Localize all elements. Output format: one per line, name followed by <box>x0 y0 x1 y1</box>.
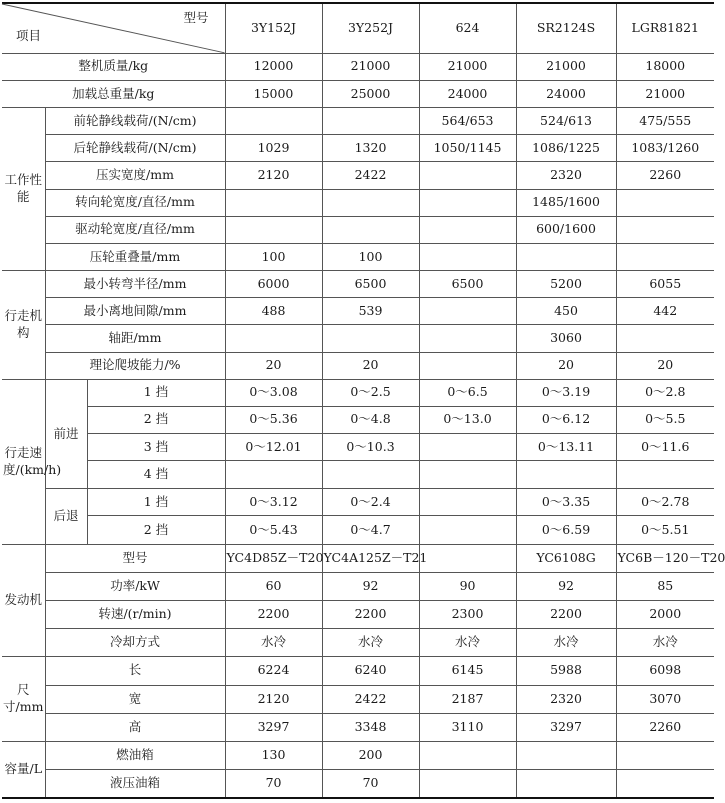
value-cell <box>419 189 516 216</box>
value-cell: 92 <box>516 572 616 600</box>
value-cell: YC6B－120－T20 <box>616 544 714 572</box>
row-label: 前轮静线载荷/(N/cm) <box>45 108 225 135</box>
value-cell: 130 <box>225 741 322 769</box>
table-row <box>2 325 714 352</box>
value-cell: 6055 <box>616 271 714 298</box>
value-cell: 6224 <box>225 657 322 685</box>
table-row <box>2 80 714 107</box>
value-cell: YC4A125Z－T21 <box>322 544 419 572</box>
value-cell <box>419 461 516 489</box>
table-row <box>2 770 714 798</box>
value-cell: 水冷 <box>516 629 616 657</box>
row-label: 理论爬坡能力/% <box>45 352 225 379</box>
value-cell <box>322 108 419 135</box>
header-model-label: 型号 <box>183 10 209 25</box>
value-cell: 25000 <box>322 80 419 107</box>
value-cell <box>322 216 419 243</box>
value-cell <box>322 461 419 489</box>
table-row <box>2 53 714 80</box>
table-row <box>2 352 714 379</box>
table-row <box>2 657 714 685</box>
table-row <box>2 271 714 298</box>
value-cell: 0～5.51 <box>616 516 714 544</box>
table-row <box>2 162 714 189</box>
value-cell: 6145 <box>419 657 516 685</box>
table-row <box>2 461 714 489</box>
row-label: 液压油箱 <box>45 770 225 798</box>
row-label: 型号 <box>45 544 225 572</box>
value-cell: 24000 <box>516 80 616 107</box>
header-model-2: 3Y252J <box>322 3 419 53</box>
value-cell <box>616 189 714 216</box>
value-cell: 6000 <box>225 271 322 298</box>
value-cell: 0～2.8 <box>616 379 714 406</box>
value-cell: 200 <box>322 741 419 769</box>
value-cell: 0～12.01 <box>225 434 322 461</box>
group-capacity: 容量/L <box>2 741 45 798</box>
value-cell: 0～11.6 <box>616 434 714 461</box>
group-travel-mechanism: 行走机构 <box>2 271 45 380</box>
table-row <box>2 298 714 325</box>
value-cell: 100 <box>322 243 419 270</box>
value-cell: 0～2.78 <box>616 489 714 516</box>
table-row <box>2 544 714 572</box>
value-cell: 1050/1145 <box>419 135 516 162</box>
header-corner-cell <box>2 3 225 53</box>
value-cell: 6098 <box>616 657 714 685</box>
value-cell: 6500 <box>419 271 516 298</box>
value-cell: 0～5.5 <box>616 406 714 433</box>
value-cell: 3348 <box>322 713 419 741</box>
value-cell: YC4D85Z－T20 <box>225 544 322 572</box>
row-label: 转速/(r/min) <box>45 601 225 629</box>
group-dimensions: 尺寸/mm <box>2 657 45 742</box>
row-label: 轴距/mm <box>45 325 225 352</box>
value-cell: 0～2.4 <box>322 489 419 516</box>
value-cell <box>516 770 616 798</box>
value-cell: 2422 <box>322 162 419 189</box>
value-cell: 20 <box>616 352 714 379</box>
row-label: 冷却方式 <box>45 629 225 657</box>
header-model-3: 624 <box>419 3 516 53</box>
table-row <box>2 216 714 243</box>
value-cell <box>322 189 419 216</box>
value-cell: 2000 <box>616 601 714 629</box>
value-cell <box>225 108 322 135</box>
row-label: 整机质量/kg <box>2 53 225 80</box>
value-cell <box>616 216 714 243</box>
table-row <box>2 434 714 461</box>
value-cell: 0～5.43 <box>225 516 322 544</box>
row-label: 加载总重量/kg <box>2 80 225 107</box>
value-cell <box>419 325 516 352</box>
table-row <box>2 629 714 657</box>
value-cell <box>616 243 714 270</box>
value-cell: 2422 <box>322 685 419 713</box>
group-work-performance: 工作性能 <box>2 108 45 271</box>
value-cell <box>419 770 516 798</box>
value-cell: 0～3.19 <box>516 379 616 406</box>
value-cell: 85 <box>616 572 714 600</box>
value-cell: 2320 <box>516 685 616 713</box>
table-row <box>2 379 714 406</box>
spec-table <box>2 2 725 799</box>
value-cell: 2200 <box>225 601 322 629</box>
value-cell: 564/653 <box>419 108 516 135</box>
table-row <box>2 189 714 216</box>
value-cell: 3297 <box>225 713 322 741</box>
value-cell <box>516 741 616 769</box>
value-cell: 3110 <box>419 713 516 741</box>
row-label: 转向轮宽度/直径/mm <box>45 189 225 216</box>
value-cell: 1320 <box>322 135 419 162</box>
value-cell: 20 <box>516 352 616 379</box>
value-cell: 21000 <box>516 53 616 80</box>
value-cell: 1485/1600 <box>516 189 616 216</box>
value-cell: 475/555 <box>616 108 714 135</box>
row-label: 2 挡 <box>87 406 225 433</box>
value-cell: 488 <box>225 298 322 325</box>
value-cell: 0～3.08 <box>225 379 322 406</box>
value-cell: 18000 <box>616 53 714 80</box>
value-cell: 2260 <box>616 162 714 189</box>
value-cell: 90 <box>419 572 516 600</box>
value-cell: 5200 <box>516 271 616 298</box>
value-cell: 1083/1260 <box>616 135 714 162</box>
value-cell <box>616 461 714 489</box>
value-cell: 2187 <box>419 685 516 713</box>
value-cell: 水冷 <box>419 629 516 657</box>
value-cell: 12000 <box>225 53 322 80</box>
value-cell: 1086/1225 <box>516 135 616 162</box>
value-cell: 539 <box>322 298 419 325</box>
value-cell: 3060 <box>516 325 616 352</box>
value-cell: 70 <box>225 770 322 798</box>
table-row <box>2 713 714 741</box>
table-row <box>2 489 714 516</box>
value-cell: 21000 <box>419 53 516 80</box>
group-engine: 发动机 <box>2 544 45 657</box>
row-label: 长 <box>45 657 225 685</box>
table-row <box>2 685 714 713</box>
value-cell: 0～10.3 <box>322 434 419 461</box>
value-cell: 24000 <box>419 80 516 107</box>
value-cell: 3070 <box>616 685 714 713</box>
value-cell <box>616 325 714 352</box>
value-cell: 2260 <box>616 713 714 741</box>
table-row <box>2 601 714 629</box>
value-cell: 21000 <box>616 80 714 107</box>
row-label: 压实宽度/mm <box>45 162 225 189</box>
row-label: 压轮重叠量/mm <box>45 243 225 270</box>
value-cell: 0～6.12 <box>516 406 616 433</box>
value-cell: 水冷 <box>225 629 322 657</box>
value-cell: 2120 <box>225 162 322 189</box>
row-label: 燃油箱 <box>45 741 225 769</box>
row-label: 2 挡 <box>87 516 225 544</box>
value-cell: 0～6.5 <box>419 379 516 406</box>
value-cell: 6500 <box>322 271 419 298</box>
value-cell <box>419 434 516 461</box>
value-cell <box>225 461 322 489</box>
value-cell: 15000 <box>225 80 322 107</box>
value-cell: 5988 <box>516 657 616 685</box>
row-label: 最小转弯半径/mm <box>45 271 225 298</box>
value-cell: 1029 <box>225 135 322 162</box>
value-cell: 6240 <box>322 657 419 685</box>
value-cell <box>419 352 516 379</box>
value-cell: 0～4.8 <box>322 406 419 433</box>
row-label: 高 <box>45 713 225 741</box>
row-label: 功率/kW <box>45 572 225 600</box>
value-cell: 100 <box>225 243 322 270</box>
value-cell: 70 <box>322 770 419 798</box>
group-travel-speed: 行走速度/(km/h) <box>2 379 45 544</box>
value-cell: 442 <box>616 298 714 325</box>
value-cell: 0～13.0 <box>419 406 516 433</box>
value-cell: 20 <box>322 352 419 379</box>
value-cell: 2200 <box>516 601 616 629</box>
table-row <box>2 516 714 544</box>
value-cell: 0～5.36 <box>225 406 322 433</box>
value-cell: 0～4.7 <box>322 516 419 544</box>
row-label: 1 挡 <box>87 379 225 406</box>
value-cell: YC6108G <box>516 544 616 572</box>
value-cell <box>225 325 322 352</box>
row-label: 1 挡 <box>87 489 225 516</box>
value-cell <box>322 325 419 352</box>
value-cell: 92 <box>322 572 419 600</box>
value-cell: 水冷 <box>616 629 714 657</box>
table-row <box>2 406 714 433</box>
value-cell: 450 <box>516 298 616 325</box>
value-cell <box>225 216 322 243</box>
value-cell <box>419 298 516 325</box>
value-cell: 0～3.12 <box>225 489 322 516</box>
table-row <box>2 108 714 135</box>
table-row <box>2 572 714 600</box>
value-cell <box>516 461 616 489</box>
row-label: 驱动轮宽度/直径/mm <box>45 216 225 243</box>
value-cell: 0～6.59 <box>516 516 616 544</box>
row-label: 后轮静线载荷/(N/cm) <box>45 135 225 162</box>
table-row <box>2 741 714 769</box>
value-cell: 0～2.5 <box>322 379 419 406</box>
value-cell: 0～13.11 <box>516 434 616 461</box>
header-row <box>2 3 714 53</box>
table-row <box>2 135 714 162</box>
value-cell: 3297 <box>516 713 616 741</box>
subgroup-forward: 前进 <box>45 379 87 489</box>
header-model-5: LGR81821 <box>616 3 714 53</box>
value-cell <box>419 516 516 544</box>
value-cell <box>616 741 714 769</box>
value-cell: 524/613 <box>516 108 616 135</box>
value-cell <box>419 162 516 189</box>
header-item-label: 项目 <box>16 27 42 43</box>
value-cell <box>516 243 616 270</box>
value-cell: 2120 <box>225 685 322 713</box>
subgroup-reverse: 后退 <box>45 489 87 544</box>
value-cell: 水冷 <box>322 629 419 657</box>
value-cell <box>225 189 322 216</box>
value-cell <box>419 243 516 270</box>
value-cell <box>419 544 516 572</box>
value-cell: 2320 <box>516 162 616 189</box>
value-cell <box>419 741 516 769</box>
row-label: 3 挡 <box>87 434 225 461</box>
row-label: 4 挡 <box>87 461 225 489</box>
row-label: 最小离地间隙/mm <box>45 298 225 325</box>
header-model-4: SR2124S <box>516 3 616 53</box>
value-cell: 2300 <box>419 601 516 629</box>
value-cell: 60 <box>225 572 322 600</box>
value-cell: 20 <box>225 352 322 379</box>
value-cell: 600/1600 <box>516 216 616 243</box>
value-cell <box>616 770 714 798</box>
value-cell <box>419 216 516 243</box>
value-cell <box>419 489 516 516</box>
value-cell: 21000 <box>322 53 419 80</box>
header-model-1: 3Y152J <box>225 3 322 53</box>
table-row <box>2 243 714 270</box>
value-cell: 2200 <box>322 601 419 629</box>
row-label: 宽 <box>45 685 225 713</box>
value-cell: 0～3.35 <box>516 489 616 516</box>
